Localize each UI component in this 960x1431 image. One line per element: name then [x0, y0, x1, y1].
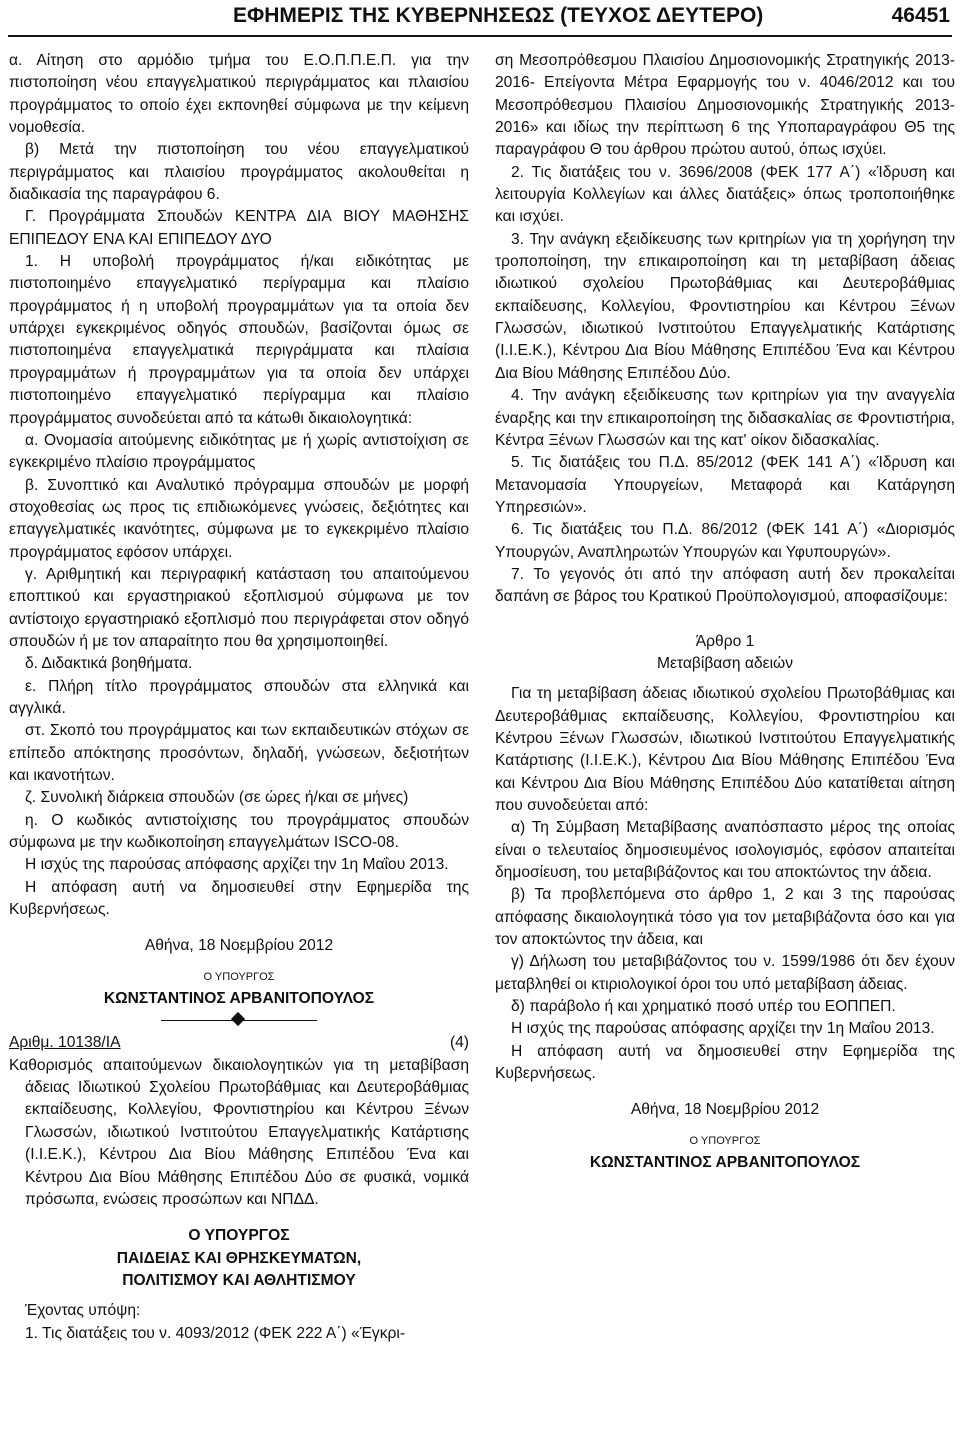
article-item-a: α) Τη Σύμβαση Μεταβίβασης αναπόσπαστο μέρος της οποίας είναι ο τελευταίος δημοσιευμένος ισολογισμός, εφόσον απαιτείται δημοσίευση, του μεταβιβάζοντος και του αποκτώντος την άδεια.	[495, 819, 955, 882]
section-heading-g: Γ. Προγράμματα Σπουδών ΚΕΝΤΡΑ ΔΙΑ ΒΙΟΥ ΜΑΘΗΣΗΣ ΕΠΙΠΕΔΟΥ ΕΝΑ ΚΑΙ ΕΠΙΠΕΔΟΥ ΔΥΟ	[9, 208, 469, 248]
item-h: η. Ο κωδικός αντιστοίχισης του προγράμματος σπουδών σύμφωνα με την κωδικοποίηση επαγγελμάτων ISCO-08.	[9, 811, 469, 852]
paragraph-a-application: α. Αίτηση στο αρμόδιο τμήμα του Ε.Ο.Π.Π.Ε.Π. για την πιστοποίηση νέου επαγγελματικού περιγράμματος και πλαισίου προγράμματος το οποίο έχει εκπονηθεί σύμφωνα με την κείμενη νομοθεσία.	[9, 52, 469, 137]
validity-clause: Η ισχύς της παρούσας απόφασης αρχίζει την 1η Μαΐου 2013.	[25, 856, 449, 874]
consideration-1-start: 1. Τις διατάξεις του ν. 4093/2012 (ΦΕΚ 222 Α΄) «Έγκρι-	[25, 1324, 406, 1342]
consideration-3: 3. Την ανάγκη εξειδίκευσης των κριτηρίων για τη χορήγηση την τροποποίηση, την επικαιροποίηση και τη μεταβίβαση άδειας ιδιωτικού σχολείου Πρωτοβάθμιας και Δευτεροβάθμιας εκπαίδευσης, Κολλεγίου, Φροντιστηρίου και Κέντρου Ξένων Γλωσσών, ιδιωτικού Ινστιτούτου Επαγγελματικής Κατάρτισης (Ι.Ι.Ε.Κ.), Κέντρου Δια Βίου Μάθησης Επιπέδου Ένα και Κέντρου Δια Βίου Μάθησης Επιπέδου Δύο.	[495, 230, 955, 382]
diamond-icon	[231, 1012, 245, 1026]
signatory-name: ΚΩΝΣΤΑΝΤΙΝΟΣ ΑΡΒΑΝΙΤΟΠΟΥΛΟΣ	[103, 990, 375, 1008]
consideration-4: 4. Την ανάγκη εξειδίκευσης των κριτηρίων για την αναγγελία έναρξης και την επικαιροποίηση της διδασκαλίας σε Φροντιστήρια, Κέντρα Ξένων Γλωσσών και της κατ' οίκον διδασκαλίας.	[495, 387, 955, 449]
decision-reference-row	[9, 1032, 469, 1054]
spacer	[9, 958, 469, 966]
article-intro: Για τη μεταβίβαση άδειας ιδιωτικού σχολείου Πρωτοβάθμιας και Δευτεροβάθμιας εκπαίδευσης, Κολλεγίου, Φροντιστηρίου και Κέντρου Ξένων Γλωσσών, ιδιωτικού Ινστιτούτου Επαγγελματικής Κατάρτισης (Ι.Ι.Ε.Κ.), Κέντρου Δια Βίου Μάθησης Επιπέδου Ένα και Κέντρου Δια Βίου Μάθησης Επιπέδου Δύο κατατίθεται αίτηση που συνοδεύεται από:	[495, 685, 955, 814]
spacer	[495, 609, 955, 623]
consideration-1-continued: ση Μεσοπρόθεσμου Πλαισίου Δημοσιονομικής Στρατηγικής 2013-2016- Επείγοντα Μέτρα Εφαρμογής του ν. 4046/2012 και του Μεσοπρόθεσμου Πλαισίου Δημοσιονομικής Στρατηγικής 2013-2016» και ιδίως την περίπτωση 6 της Υποπαραγράφου Θ5 της παραγράφου Θ του άρθρου πρώτου αυτού, όπως ισχύει.	[495, 52, 955, 159]
consideration-2: 2. Τις διατάξεις του ν. 3696/2008 (ΦΕΚ 177 Α΄) «Ίδρυση και λειτουργία Κολλεγίων και άλλες διατάξεις» όπως τροποποιήθηκε και ισχύει.	[495, 163, 955, 226]
article-item-d: δ) παράβολο ή και χρηματικό ποσό υπέρ του ΕΟΠΠΕΠ.	[511, 998, 896, 1016]
issuer-line-2: ΠΑΙΔΕΙΑΣ ΚΑΙ ΘΡΗΣΚΕΥΜΑΤΩΝ,	[116, 1249, 362, 1267]
header-rule	[8, 35, 952, 37]
page-number: 46451	[891, 4, 950, 27]
item-e: ε. Πλήρη τίτλο προγράμματος σπουδών στα ελληνικά και αγγλικά.	[9, 677, 469, 717]
item-z: ζ. Συνολική διάρκεια σπουδών (σε ώρες ή/και σε μήνες)	[25, 789, 409, 807]
paragraph-b-certification: β) Μετά την πιστοποίηση του νέου επαγγελματικού περιγράμματος και πλαισίου προγράμματος ακολουθείται η διαδικασία της παραγράφου 6.	[9, 141, 469, 204]
item-st: στ. Σκοπό του προγράμματος και των εκπαιδευτικών στόχων σε επίπεδο απόκτησης προσόντων, δηλαδή, γνώσεων, δεξιοτήτων και ικανοτήτων.	[9, 722, 469, 784]
signatory-role: Ο ΥΠΟΥΡΓΟΣ	[203, 970, 275, 983]
considering-heading: Έχοντας υπόψη:	[25, 1302, 141, 1320]
right-column	[495, 50, 955, 1175]
spacer	[495, 1122, 955, 1130]
article-number: Άρθρο 1	[695, 632, 755, 650]
section-separator	[9, 1010, 469, 1032]
consideration-6: 6. Τις διατάξεις του Π.Δ. 86/2012 (ΦΕΚ 141 Α΄) «Διορισμός Υπουργών, Αναπληρωτών Υπουργών και Υφυπουργών».	[495, 521, 955, 561]
spacer	[495, 1085, 955, 1099]
decision-number: Αριθμ. 10138/ΙΑ	[9, 1034, 121, 1052]
spacer	[495, 623, 955, 631]
item-g: γ. Αριθμητική και περιγραφική κατάσταση του απαιτούμενου εποπτικού και εργαστηριακού εξοπλισμού σύμφωνα με τον αντίστοιχο εργαστηριακό εξοπλισμό που περιγράφεται στον οδηγό σπουδών ή με τον απαραίτητο που θα χρησιμοποιηθεί.	[9, 565, 469, 650]
item-b: β. Συνοπτικό και Αναλυτικό πρόγραμμα σπουδών με μορφή στοχοθεσίας ως προς τις επιδιωκόμενες γνώσεις, δεξιότητες και επαγγελματικές ικανότητες, σύμφωνα με το εγκεκριμένο πλαίσιο προγράμματος εφόσον υπάρχει.	[9, 476, 469, 561]
consideration-5: 5. Τις διατάξεις του Π.Δ. 85/2012 (ΦΕΚ 141 Α΄) «Ίδρυση και Μετανομασία Υπουργείων, Μεταφορά και Κατάργηση Υπηρεσιών».	[495, 454, 955, 516]
consideration-7: 7. Το γεγονός ότι από την απόφαση αυτή δεν προκαλείται δαπάνη σε βάρος του Κρατικού Προϋπολογισμού, αποφασίζουμε:	[495, 565, 955, 606]
page-header	[0, 0, 960, 36]
issuer-line-1: Ο ΥΠΟΥΡΓΟΣ	[188, 1227, 290, 1245]
spacer	[9, 1211, 469, 1225]
article-title: Μεταβίβαση αδειών	[656, 654, 794, 672]
spacer	[9, 1292, 469, 1300]
signature-date: Αθήνα, 18 Νοεμβρίου 2012	[630, 1101, 820, 1119]
left-column	[9, 50, 469, 1345]
gazette-title: ΕΦΗΜΕΡΙΣ ΤΗΣ ΚΥΒΕΡΝΗΣΕΩΣ (ΤΕΥΧΟΣ ΔΕΥΤΕΡΟ)	[233, 4, 764, 27]
spacer	[9, 921, 469, 935]
publication-clause: Η απόφαση αυτή να δημοσιευθεί στην Εφημερίδα της Κυβερνήσεως.	[495, 1042, 955, 1083]
publication-clause: Η απόφαση αυτή να δημοσιευθεί στην Εφημερίδα της Κυβερνήσεως.	[9, 878, 469, 919]
article-item-b: β) Τα προβλεπόμενα στο άρθρο 1, 2 και 3 της παρούσας απόφασης δικαιολογητικά τόσο για τον μεταβιβάζοντα όσο και για τον αποκτώντος την άδεια, και	[495, 886, 955, 949]
article-item-g: γ) Δήλωση του μεταβιβάζοντος του ν. 1599/1986 ότι δεν έχουν μεταβληθεί οι κτιριολογικοί όροι του υπό μεταβίβαση άδειας.	[495, 953, 955, 993]
signatory-name: ΚΩΝΣΤΑΝΤΙΝΟΣ ΑΡΒΑΝΙΤΟΠΟΥΛΟΣ	[589, 1154, 861, 1172]
item-a: α. Ονομασία αιτούμενης ειδικότητας με ή χωρίς αντιστοίχιση σε εγκεκριμένο πλαίσιο προγράμματος	[9, 431, 469, 472]
validity-clause: Η ισχύς της παρούσας απόφασης αρχίζει την 1η Μαΐου 2013.	[511, 1020, 935, 1038]
decision-sequence: (4)	[449, 1034, 469, 1052]
paragraph-1-submission: 1. Η υποβολή προγράμματος ή/και ειδικότητας με πιστοποιημένο επαγγελματικό περίγραμμα και πλαίσιο προγράμματος ή η υποβολή προγραμμάτων για τα οποία δεν υπάρχει εγκεκριμένος οδηγός σπουδών, βασίζονται όμως σε πιστοποιημένα επαγγελματικά περιγράμματα και πλαίσια προγραμμάτων ή προγραμμάτων για τα οποία δεν υπάρχει πιστοποιημένο επαγγελματικό περίγραμμα και πλαίσιο προγράμματος συνοδεύεται από τα κάτωθι δικαιολογητικά:	[9, 253, 469, 427]
decision-title: Καθορισμός απαιτούμενων δικαιολογητικών για τη μεταβίβαση άδειας Ιδιωτικού Σχολείου Πρωτοβάθμιας και Δευτεροβάθμιας εκπαίδευσης, Κολλεγίου, Φροντιστηρίου και Κέντρου Ξένων Γλωσσών, ιδιωτικού Ινστιτούτου Επαγγελματικής Κατάρτισης (Ι.Ι.Ε.Κ.), Κέντρου Δια Βίου Μάθησης Επιπέδου Ένα και Κέντρου Δια Βίου Μάθησης Επιπέδου Δύο σε φυσικά, νομικά πρόσωπα, ενώσεις προσώπων και ΝΠΔΔ.	[9, 1056, 469, 1208]
spacer	[495, 675, 955, 683]
signature-date: Αθήνα, 18 Νοεμβρίου 2012	[144, 937, 334, 955]
item-d: δ. Διδακτικά βοηθήματα.	[25, 655, 193, 673]
signatory-role: Ο ΥΠΟΥΡΓΟΣ	[689, 1134, 761, 1147]
issuer-line-3: ΠΟΛΙΤΙΣΜΟΥ ΚΑΙ ΑΘΛΗΤΙΣΜΟΥ	[122, 1271, 356, 1289]
